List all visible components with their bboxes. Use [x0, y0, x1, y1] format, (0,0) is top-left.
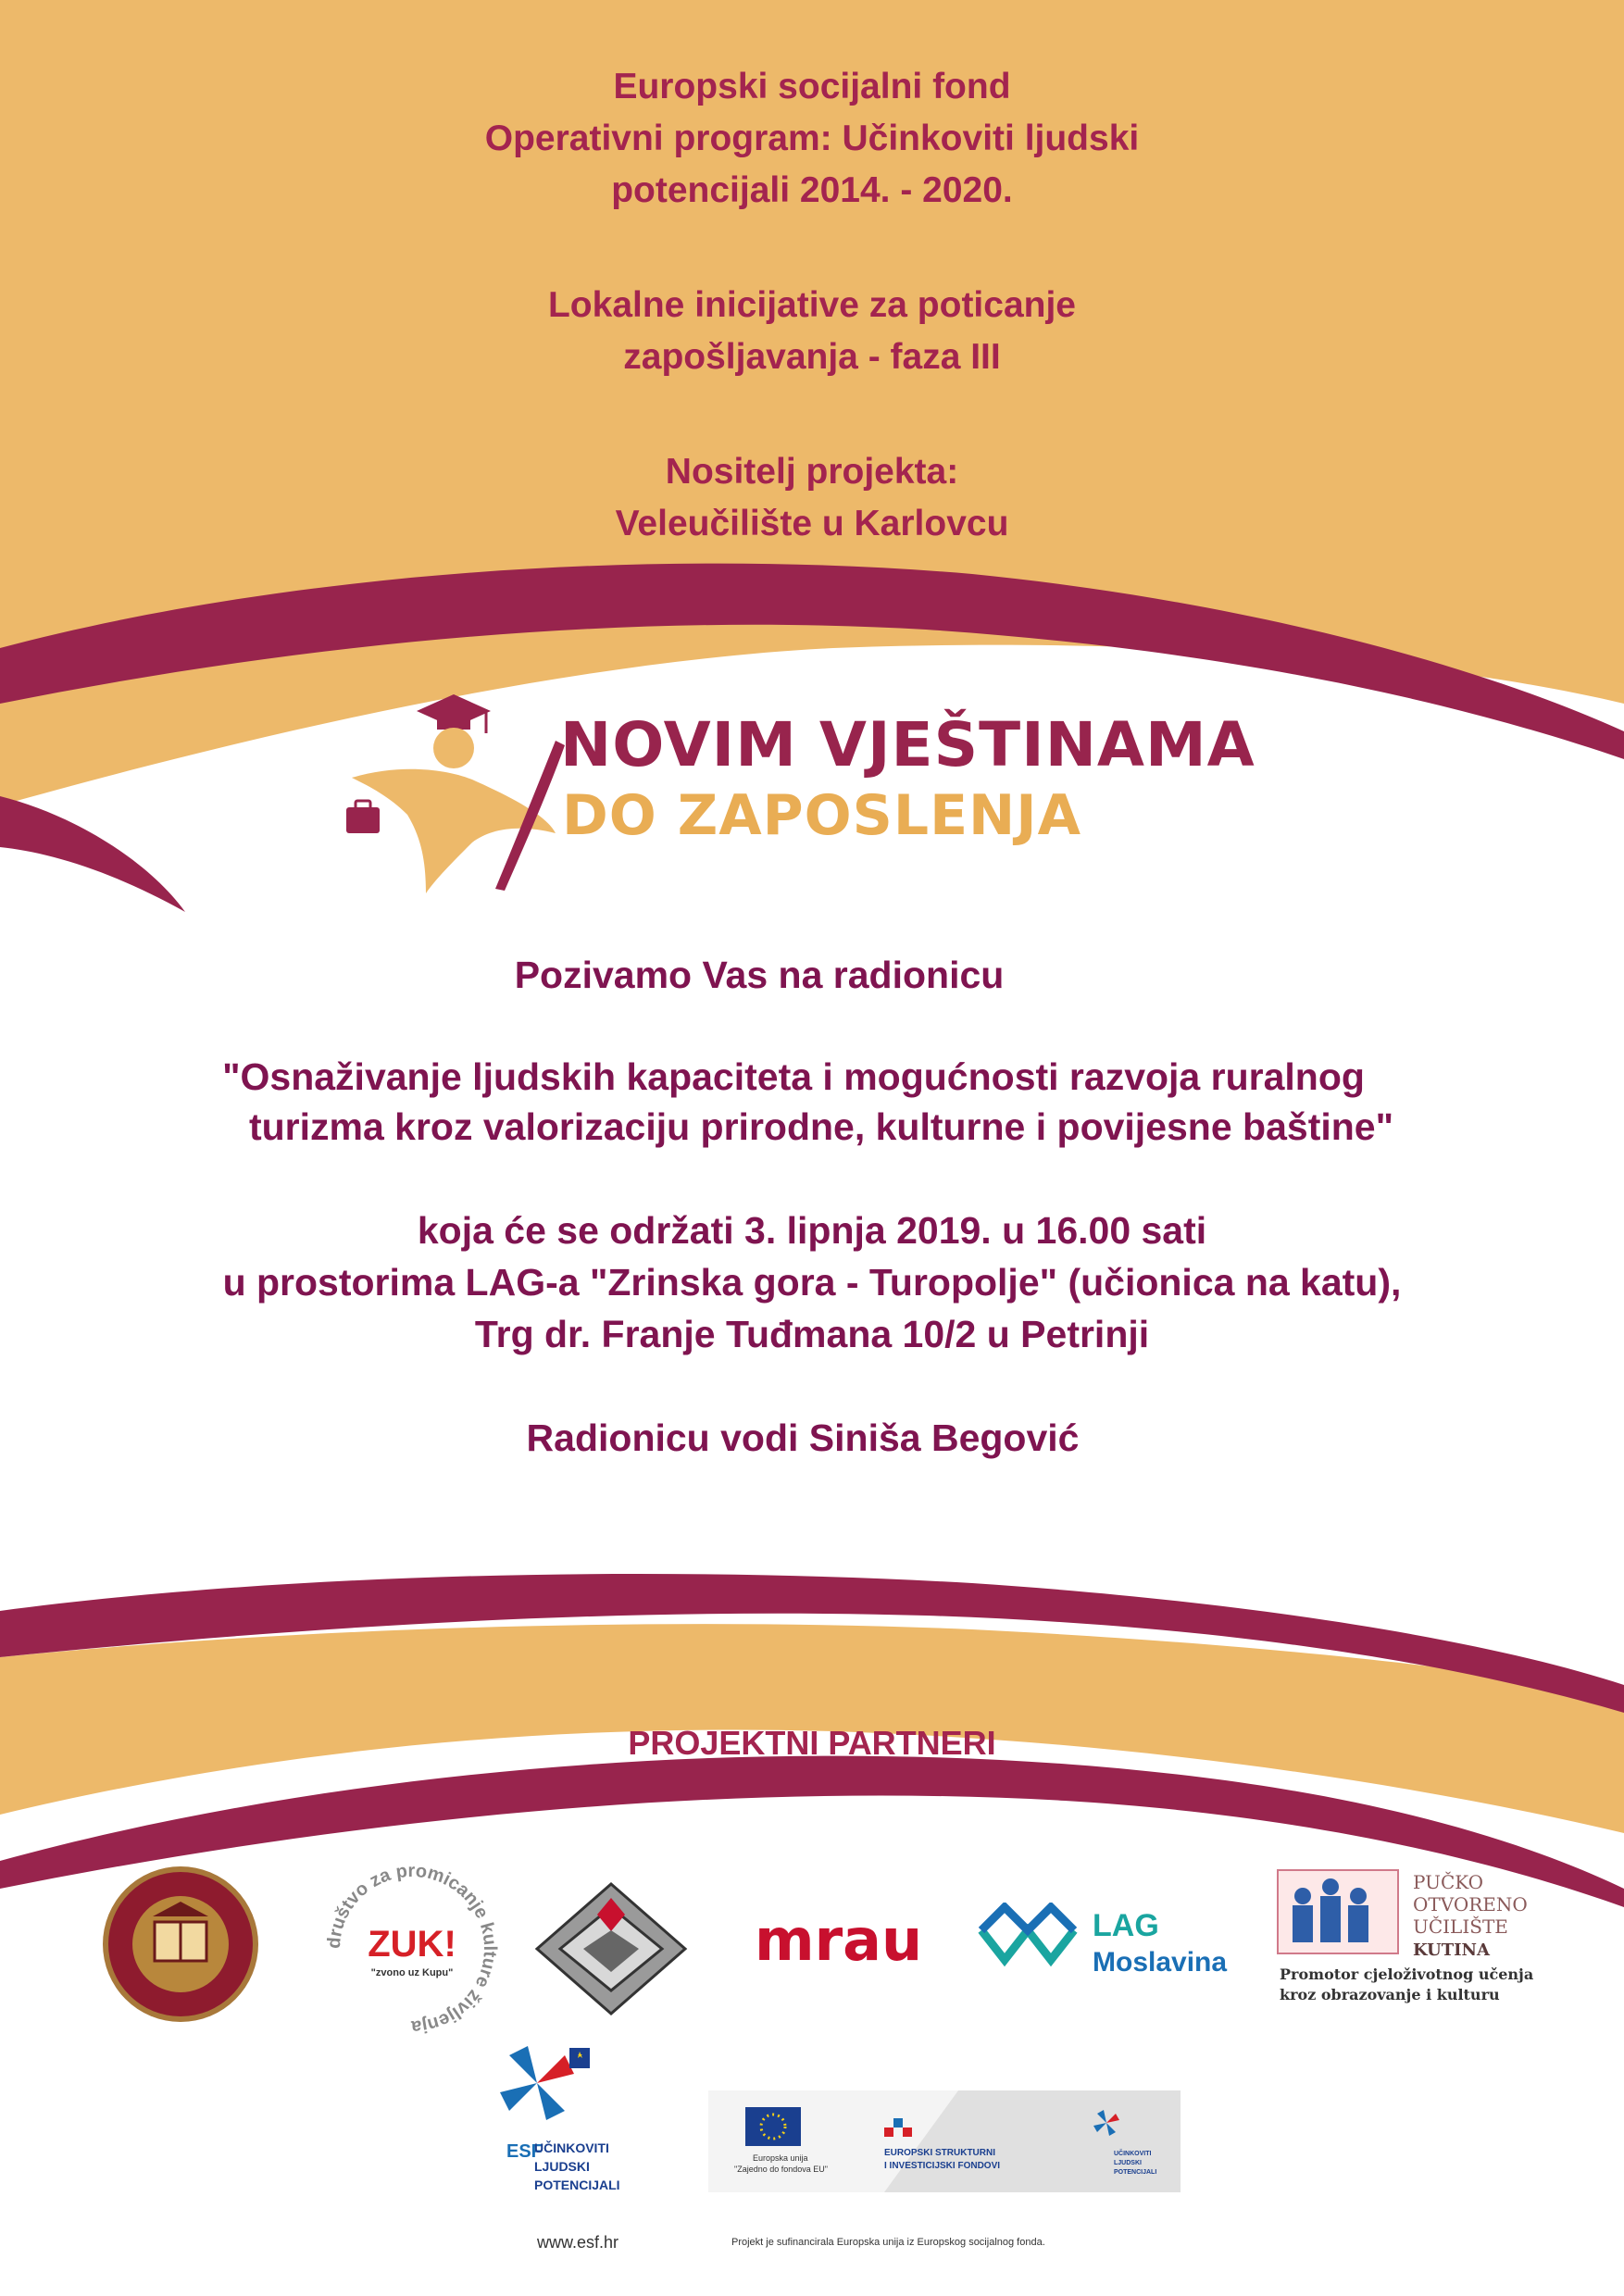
zuk-ring-text: društvo za promicanje kulture življenja — [324, 1861, 500, 2037]
banner-esf-line-3: POTENCIJALI — [1114, 2169, 1157, 2176]
funds-line-2: I INVESTICIJSKI FONDOVI — [884, 2161, 1001, 2171]
header-line-3: potencijali 2014. - 2020. — [611, 170, 1013, 210]
zuk-sub-text: "zvono uz Kupu" — [370, 1967, 454, 1978]
header-line-6: Nositelj projekta: — [665, 452, 959, 492]
lag-line-2: Moslavina — [1093, 1947, 1228, 1978]
partners-title: PROJEKTNI PARTNERI — [628, 1724, 996, 1762]
pou-tag-2: kroz obrazovanje i kulturu — [1280, 1986, 1500, 2003]
mrau-logo — [755, 1903, 940, 1977]
workshop-title-line-1: "Osnaživanje ljudskih kapaciteta i mogućnosti razvoja ruralnog — [222, 1055, 1365, 1098]
esf-line-2: LJUDSKI — [534, 2159, 590, 2174]
banner-esf-line-1: UČINKOVITI — [1114, 2151, 1152, 2157]
esf-line-1: UČINKOVITI — [534, 2140, 609, 2155]
pou-line-3: UČILIŠTE — [1413, 1915, 1508, 1938]
banner-esf-line-2: LJUDSKI — [1114, 2160, 1142, 2166]
eu-flag-icon — [745, 2107, 801, 2146]
invitation-intro: Pozivamo Vas na radionicu — [514, 954, 1005, 996]
header-line-1: Europski socijalni fond — [613, 67, 1011, 106]
header-line-2: Operativni program: Učinkoviti ljudski — [484, 119, 1140, 158]
funding-footnote: Projekt je sufinancirala Europska unija iz Europskog socijalnog fonda. — [731, 2237, 1045, 2248]
eu-funds-banner — [708, 2090, 1181, 2192]
workshop-lead: Radionicu vodi Siniša Begović — [526, 1416, 1080, 1459]
header-line-4: Lokalne inicijative za poticanje — [547, 285, 1076, 325]
lag-line-1: LAG — [1093, 1908, 1159, 1943]
pou-line-2: OTVORENO — [1413, 1893, 1528, 1915]
left-burgundy-tail — [0, 796, 185, 912]
eu-line-2: "Zajedno do fondova EU" — [734, 2165, 828, 2174]
funds-line-1: EUROPSKI STRUKTURNI — [884, 2148, 996, 2158]
workshop-where-1: u prostorima LAG-a "Zrinska gora - Turopolje" (učionica na katu), — [222, 1261, 1402, 1304]
pou-line-1: PUČKO — [1413, 1871, 1484, 1893]
diamond-partner-logo — [532, 1879, 690, 2018]
brand-line-2: DO ZAPOSLENJA — [562, 783, 1082, 848]
karlovac-seal-logo — [97, 1861, 264, 2028]
workshop-title-line-2: turizma kroz valorizaciju prirodne, kulturne i povijesne baštine" — [248, 1105, 1394, 1148]
pou-kutina-logo — [1276, 1868, 1554, 2007]
mrau-text: mrau — [755, 1906, 923, 1974]
workshop-where-2: Trg dr. Franje Tuđmana 10/2 u Petrinji — [474, 1313, 1150, 1355]
zuk-text: ZUK! — [368, 1924, 456, 1965]
lag-moslavina-logo — [977, 1903, 1255, 1986]
header-line-5: zapošljavanja - faza III — [623, 337, 1001, 377]
eu-line-1: Europska unija — [753, 2153, 808, 2163]
esf-letters: ESF — [506, 2141, 543, 2162]
esf-line-3: POTENCIJALI — [534, 2177, 620, 2192]
esf-logo — [495, 2037, 662, 2222]
zuk-logo — [324, 1861, 500, 2037]
esf-url: www.esf.hr — [537, 2233, 619, 2252]
workshop-when: koja će se održati 3. lipnja 2019. u 16.00 sati — [417, 1209, 1207, 1252]
header-line-7: Veleučilište u Karlovcu — [615, 504, 1009, 543]
brand-line-1: NOVIM VJEŠTINAMA — [560, 709, 1255, 780]
pou-line-4: KUTINA — [1413, 1940, 1490, 1960]
pou-tag-1: Promotor cjeloživotnog učenja — [1280, 1965, 1534, 1983]
brand-figure-icon — [333, 676, 574, 898]
